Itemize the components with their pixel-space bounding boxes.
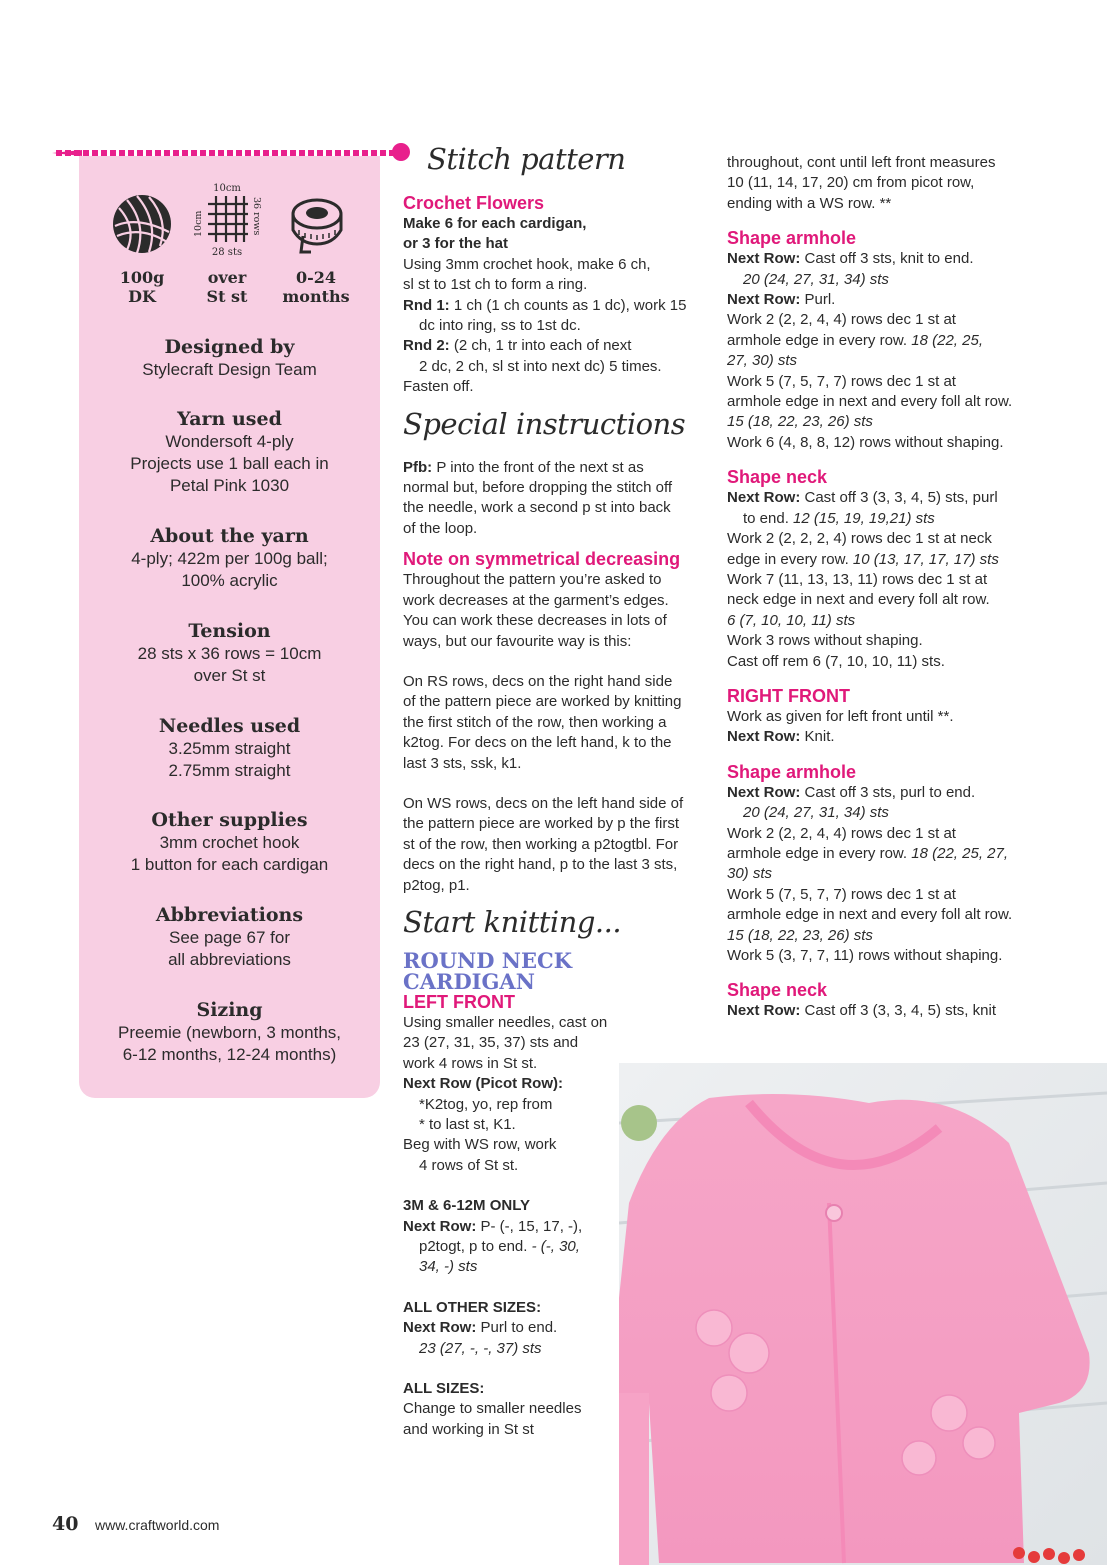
row-text: Cast off 3 (3, 3, 4, 5) sts, purl	[800, 489, 998, 507]
instruction-line: dc into ring, ss to 1st dc.	[419, 317, 581, 335]
instruction-line: Work 7 (11, 13, 13, 11) rows dec 1 st at	[727, 570, 988, 588]
about-yarn-heading: About the yarn	[150, 525, 309, 547]
row-text: P- (-, 15, 17, -),	[476, 1217, 583, 1235]
row-label: Rnd 1:	[403, 296, 450, 314]
stitch-count: 27, 30) sts	[727, 352, 798, 370]
supplies-line: 3mm crochet hook	[159, 833, 300, 852]
row-text: armhole edge in every row.	[727, 844, 912, 862]
instruction-line: 4 rows of St st.	[419, 1156, 519, 1174]
size-info	[271, 186, 361, 306]
size-unit: months	[282, 287, 350, 306]
instruction-line: the needle, work a second p st into back	[403, 499, 671, 517]
stitch-count: 6 (7, 10, 10, 11) sts	[727, 611, 856, 629]
instruction-line: 2 dc, 2 ch, sl st into next dc) 5 times.	[419, 357, 662, 375]
yarn-info	[97, 186, 187, 306]
instruction-line: Fasten off.	[403, 378, 474, 396]
row-text: Knit.	[800, 728, 835, 746]
footer-url: www.craftworld.com	[95, 1517, 220, 1533]
row-text: armhole edge in every row.	[727, 331, 912, 349]
row-text: P into the front of the next st as	[432, 458, 644, 476]
row-text: Cast off 3 (3, 3, 4, 5) sts, knit	[800, 1002, 996, 1020]
instruction-line: armhole edge in next and every foll alt row.	[727, 906, 1013, 924]
tension-caption-line2: St st	[206, 287, 248, 306]
instruction-line: or 3 for the hat	[403, 235, 509, 253]
tension-top-label: 10cm	[213, 183, 241, 194]
instruction-line	[727, 550, 1057, 570]
stitch-count: 15 (18, 22, 23, 26) sts	[727, 413, 873, 431]
tension-line: over St st	[193, 666, 266, 685]
shape-armhole-heading: Shape armhole	[727, 228, 857, 249]
row-label: Next Row:	[403, 1319, 477, 1337]
abbreviations-line: all abbreviations	[168, 950, 291, 969]
instruction-line	[727, 844, 1057, 864]
shape-neck-heading: Shape neck	[727, 980, 828, 1001]
row-label: Next Row:	[727, 489, 801, 507]
crochet-flowers-heading: Crochet Flowers	[403, 193, 545, 213]
size-subheading: ALL SIZES:	[403, 1380, 485, 1398]
shape-neck-heading: Shape neck	[727, 467, 828, 488]
row-text: Cast off 3 sts, purl to end.	[800, 783, 976, 801]
instruction-line: the pattern piece are worked by p the first	[403, 815, 679, 833]
row-label: Pfb:	[403, 458, 433, 476]
stitch-count: 12 (15, 19, 19,21) sts	[793, 509, 935, 527]
abbreviations-heading: Abbreviations	[155, 904, 304, 926]
instruction-line: of the pattern piece are worked by knitting	[403, 693, 682, 711]
instruction-line	[727, 783, 1057, 803]
instruction-line: On WS rows, decs on the left hand side of	[403, 794, 684, 812]
instruction-line: Work 5 (3, 7, 7, 11) rows without shaping.	[727, 947, 1003, 964]
tension-section	[79, 620, 380, 687]
pattern-title: CARDIGAN	[403, 968, 535, 994]
info-sidebar	[79, 156, 380, 1098]
instruction-line: 10 (11, 14, 17, 20) cm from picot row,	[727, 174, 975, 192]
instruction-line: Work 2 (2, 2, 2, 4) rows dec 1 st at neck	[727, 530, 992, 548]
instruction-line: last 3 sts, ssk, k1.	[403, 754, 522, 772]
row-label: Rnd 2:	[403, 337, 450, 355]
instruction-line: normal but, before dropping the stitch off	[403, 479, 673, 497]
instruction-line: work 4 rows in St st.	[403, 1054, 538, 1072]
row-label: Next Row:	[403, 1217, 477, 1235]
sizing-line: 6-12 months, 12-24 months)	[122, 1045, 337, 1064]
instruction-line: * to last st, K1.	[419, 1116, 516, 1133]
instruction-line	[727, 509, 1057, 529]
yarn-caption	[97, 268, 187, 306]
cardigan-photo	[619, 1063, 1107, 1565]
instruction-line: ways, but our favourite way is this:	[403, 632, 632, 650]
designer-name: Stylecraft Design Team	[142, 360, 317, 379]
tension-heading: Tension	[188, 620, 271, 642]
instruction-line: and working in St st	[403, 1420, 534, 1438]
instruction-line: st of the row, then working a p2togtbl. For	[403, 835, 679, 853]
row-label: Next Row:	[727, 291, 801, 309]
instruction-line: Work 6 (4, 8, 8, 12) rows without shaping.	[727, 433, 1004, 451]
yarn-ball-icon	[97, 186, 187, 256]
instruction-line: Work as given for left front until **.	[727, 707, 954, 725]
instruction-line: Work 3 rows without shaping.	[727, 632, 923, 650]
instruction-line: Throughout the pattern you’re asked to	[403, 571, 662, 589]
yarn-used-line: Wondersoft 4-ply	[165, 432, 294, 451]
about-yarn-section	[79, 525, 380, 592]
yarn-used-line: Petal Pink 1030	[169, 476, 290, 495]
instruction-line: neck edge in next and every foll alt row.	[727, 591, 990, 609]
instruction-line: Change to smaller needles	[403, 1400, 582, 1418]
left-front-heading: LEFT FRONT	[403, 991, 515, 1012]
tension-right-label: 36 rows	[251, 197, 262, 236]
instruction-line: You can work these decreases in lots of	[403, 612, 667, 630]
instruction-line: decs on the right hand, p to the last 3 sts,	[403, 856, 678, 874]
yarn-used-heading: Yarn used	[177, 408, 282, 430]
instruction-line: *K2tog, yo, rep from	[419, 1095, 553, 1113]
instruction-line	[403, 296, 713, 316]
row-text: Cast off 3 sts, knit to end.	[800, 250, 974, 268]
size-subheading: ALL OTHER SIZES:	[403, 1298, 542, 1316]
row-label: Next Row:	[727, 1002, 801, 1020]
note-heading: Note on symmetrical decreasing	[403, 549, 681, 570]
needles-line: 2.75mm straight	[168, 761, 291, 780]
abbreviations-section	[79, 904, 380, 971]
instruction-line: Using smaller needles, cast on	[403, 1013, 608, 1031]
stitch-count: - (-, 30,	[531, 1238, 580, 1256]
designed-by-heading: Designed by	[164, 336, 295, 358]
tape-measure-icon	[271, 186, 361, 256]
yarn-type: DK	[128, 287, 156, 306]
instruction-line: Using 3mm crochet hook, make 6 ch,	[403, 255, 651, 273]
designed-by-section	[79, 336, 380, 381]
needles-heading: Needles used	[158, 715, 301, 737]
stitch-count: 20 (24, 27, 31, 34) sts	[743, 804, 889, 822]
abbreviations-line: See page 67 for	[169, 928, 290, 947]
yarn-weight: 100g	[119, 268, 165, 287]
tension-grid-icon	[182, 182, 272, 262]
stitch-pattern-heading: Stitch pattern	[427, 142, 626, 176]
about-yarn-line: 4-ply; 422m per 100g ball;	[131, 549, 328, 568]
instruction-line: Work 5 (7, 5, 7, 7) rows dec 1 st at	[727, 372, 956, 390]
instruction-line: Make 6 for each cardigan,	[403, 215, 587, 232]
instruction-line: Work 2 (2, 2, 4, 4) rows dec 1 st at	[727, 311, 956, 329]
tension-caption-line1: over	[207, 268, 247, 287]
stitch-count: 30) sts	[727, 865, 773, 883]
stitch-count: 15 (18, 22, 23, 26) sts	[727, 926, 873, 944]
instruction-line	[403, 458, 713, 478]
row-label: Next Row (Picot Row):	[403, 1075, 563, 1093]
stitch-count: 10 (13, 17, 17, 17) sts	[852, 550, 999, 568]
shape-armhole-heading: Shape armhole	[727, 761, 857, 782]
instruction-line	[727, 727, 1057, 747]
row-text: (2 ch, 1 tr into each of next	[449, 337, 632, 355]
yarn-used-section	[79, 408, 380, 497]
size-subheading: 3M & 6-12M ONLY	[403, 1197, 530, 1215]
row-text: Purl to end.	[476, 1319, 558, 1337]
stitch-count: 34, -) sts	[419, 1258, 478, 1276]
instruction-line: Cast off rem 6 (7, 10, 10, 11) sts.	[727, 652, 945, 670]
other-supplies-section	[79, 809, 380, 876]
instruction-line	[727, 249, 1057, 269]
instruction-line: Beg with WS row, work	[403, 1136, 557, 1154]
instruction-line: work decreases at the garment’s edges.	[403, 591, 669, 609]
instruction-line	[727, 1001, 1057, 1021]
needles-line: 3.25mm straight	[168, 739, 291, 758]
row-text: 1 ch (1 ch counts as 1 dc), work 15	[449, 296, 687, 314]
row-text: Purl.	[800, 291, 836, 309]
stitch-count: 23 (27, -, -, 37) sts	[419, 1339, 542, 1357]
instruction-line	[403, 336, 713, 356]
instruction-line: armhole edge in next and every foll alt row.	[727, 393, 1013, 411]
stitch-count: 18 (22, 25, 27,	[911, 844, 1009, 862]
other-supplies-heading: Other supplies	[151, 809, 308, 831]
special-instructions-heading: Special instructions	[403, 406, 686, 441]
instruction-line: sl st to 1st ch to form a ring.	[403, 276, 588, 294]
stitch-count: 20 (24, 27, 31, 34) sts	[743, 270, 889, 288]
instruction-line: the first stitch of the row, then working a	[403, 713, 667, 731]
sizing-line: Preemie (newborn, 3 months,	[118, 1023, 341, 1042]
instruction-line	[727, 290, 1057, 310]
instruction-line: 23 (27, 31, 35, 37) sts and	[403, 1034, 579, 1052]
size-range: 0-24	[295, 268, 337, 287]
instruction-line: of the loop.	[403, 519, 478, 537]
row-label: Next Row:	[727, 728, 801, 746]
tension-line: 28 sts x 36 rows = 10cm	[137, 644, 322, 663]
right-front-heading: RIGHT FRONT	[727, 685, 850, 706]
sizing-heading: Sizing	[196, 999, 263, 1021]
row-text: edge in every row.	[727, 550, 853, 568]
needles-section	[79, 715, 380, 782]
start-knitting-heading: Start knitting...	[403, 904, 622, 939]
yarn-used-line: Projects use 1 ball each in	[130, 454, 329, 473]
instruction-line: p2tog, p1.	[403, 876, 470, 894]
instruction-line	[727, 488, 1057, 508]
right-column	[727, 153, 1057, 1022]
pattern-title: ROUND NECK	[403, 947, 572, 973]
tension-left-label: 10cm	[193, 210, 204, 237]
sizing-section	[79, 999, 380, 1066]
icons-row	[79, 183, 380, 326]
supplies-line: 1 button for each cardigan	[130, 855, 329, 874]
stitch-count: 18 (22, 25,	[911, 331, 983, 349]
row-text: p2togt, p to end.	[419, 1238, 532, 1256]
row-text: to end.	[743, 509, 794, 527]
instruction-line: k2tog. For decs on the left hand, k to the	[403, 734, 672, 752]
row-label: Next Row:	[727, 783, 801, 801]
about-yarn-line: 100% acrylic	[181, 571, 278, 590]
instruction-line: ending with a WS row. **	[727, 194, 892, 212]
instruction-line	[727, 331, 1057, 351]
row-label: Next Row:	[727, 250, 801, 268]
instruction-line: On RS rows, decs on the right hand side	[403, 672, 673, 690]
tension-caption	[182, 268, 272, 306]
tension-info	[182, 183, 272, 306]
instruction-line: throughout, cont until left front measures	[727, 154, 996, 171]
instruction-line: Work 2 (2, 2, 4, 4) rows dec 1 st at	[727, 824, 956, 842]
instruction-line: Work 5 (7, 5, 7, 7) rows dec 1 st at	[727, 885, 956, 903]
tension-bottom-label: 28 sts	[211, 247, 243, 258]
size-caption	[271, 268, 361, 306]
page-number: 40	[52, 1513, 79, 1535]
